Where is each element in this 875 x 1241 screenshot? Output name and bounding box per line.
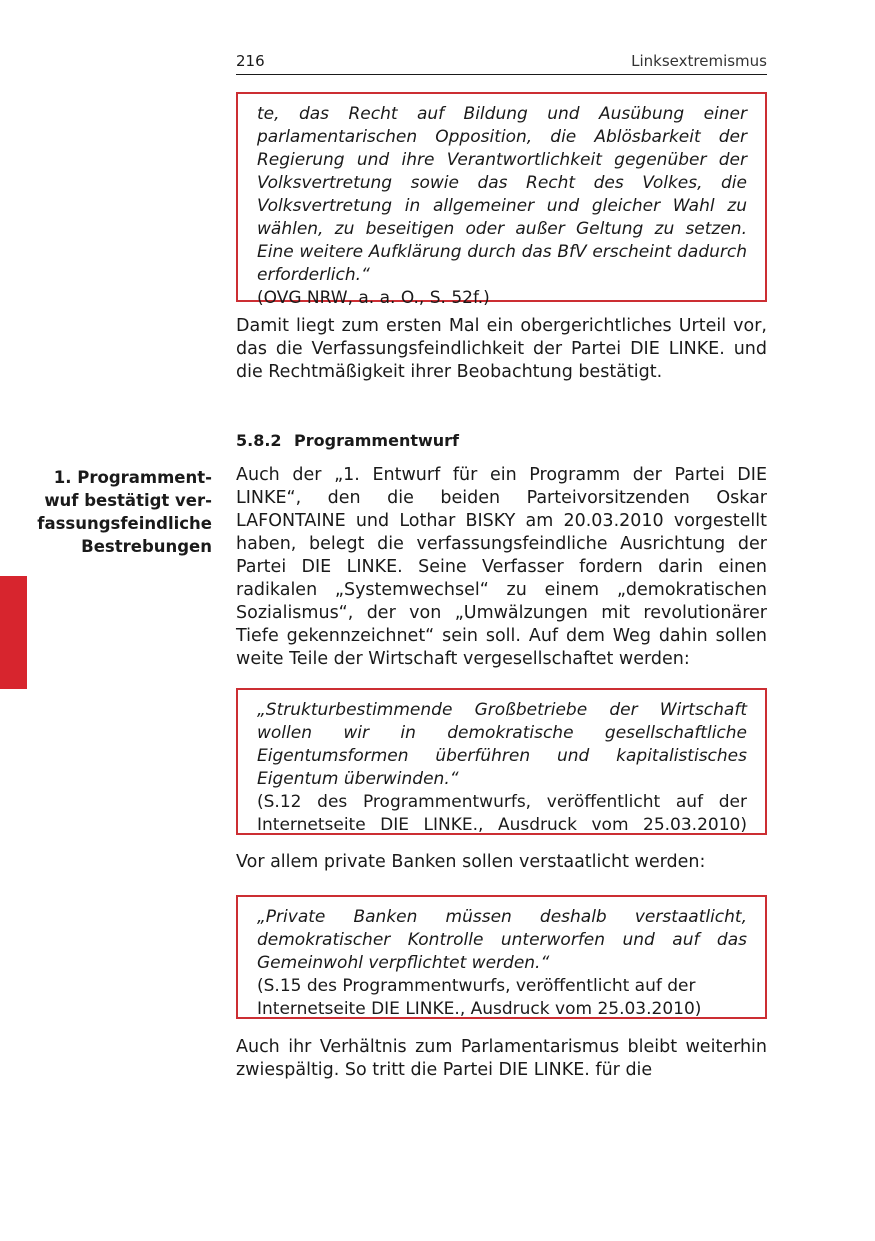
quote-source: (S.12 des Programmentwurfs, veröffentlicht auf der Internetseite DIE LINKE., Ausdruck vom 25.03.2010) [257,792,747,835]
quote-source: (OVG NRW, a. a. O., S. 52f.) [257,288,490,308]
quote-text: „Private Banken müssen deshalb verstaatlicht, demokratischer Kontrolle unterworfen und auf das Gemeinwohl verpflichtet werden.“ [257,907,747,973]
page-number: 216 [236,52,265,70]
body-paragraph-parliamentarism: Auch ihr Verhältnis zum Parlamentarismus bleibt weiterhin zwiespältig. So tritt die Partei DIE LINKE. für die [236,1037,767,1080]
quote-source: (S.15 des Programmentwurfs, veröffentlicht auf der Internetseite DIE LINKE., Ausdruck vom 25.03.2010) [257,976,702,1019]
quote-box-court-ruling [236,92,767,308]
section-heading [236,429,459,453]
body-paragraph-ruling-conclusion: Damit liegt zum ersten Mal ein obergerichtliches Urteil vor, das die Verfassungsfeindlichkeit der Partei DIE LINKE. und die Rechtmäßigkeit ihrer Beobachtung bestätigt. [236,316,767,382]
section-number: 5.8.2 [236,431,282,450]
running-title: Linksextremismus [631,52,767,70]
quote-box-program-p15 [236,895,767,1019]
body-paragraph-program-draft: Auch der „1. Entwurf für ein Programm der Partei DIE LINKE“, den die beiden Parteivorsitzenden Oskar LAFONTAINE und Lothar BISKY am 20.03.2010 vorgestellt haben, belegt die verfassungsfeindliche Ausrichtung der Partei DIE LINKE. Seine Verfasser fordern darin einen radikalen „Systemwechsel“ zu einem „demokratischen Sozialismus“, der von „Umwälzungen mit revolutionärer Tiefe gekennzeichnet“ sein soll. Auf dem Weg dahin sollen weite Teile der Wirtschaft vergesellschaftet werden: [236,465,767,669]
running-header [236,50,767,75]
chapter-tab-marker [0,576,27,689]
section-title: Programmentwurf [294,431,460,450]
quote-box-program-p12 [236,688,767,835]
quote-text: „Strukturbestimmende Großbetriebe der Wirtschaft wollen wir in demokratische gesellschaftliche Eigentumsformen überführen und kapitalistisches Eigentum überwinden.“ [257,700,747,789]
margin-note: 1. Programmentwuf bestätigt verfassungsfeindliche Bestrebungen [37,468,212,556]
body-paragraph-banks: Vor allem private Banken sollen verstaatlicht werden: [236,852,706,872]
quote-text: te, das Recht auf Bildung und Ausübung einer parlamentarischen Opposition, die Ablösbarkeit der Regierung und ihre Verantwortlichkeit gegenüber der Volksvertretung sowie das Recht des Volkes, die Volksvertretung in allgemeiner und gleicher Wahl zu wählen, zu beseitigen oder außer Geltung zu setzen. Eine weitere Aufklärung durch das BfV erscheint dadurch erforderlich.“ [257,104,747,285]
